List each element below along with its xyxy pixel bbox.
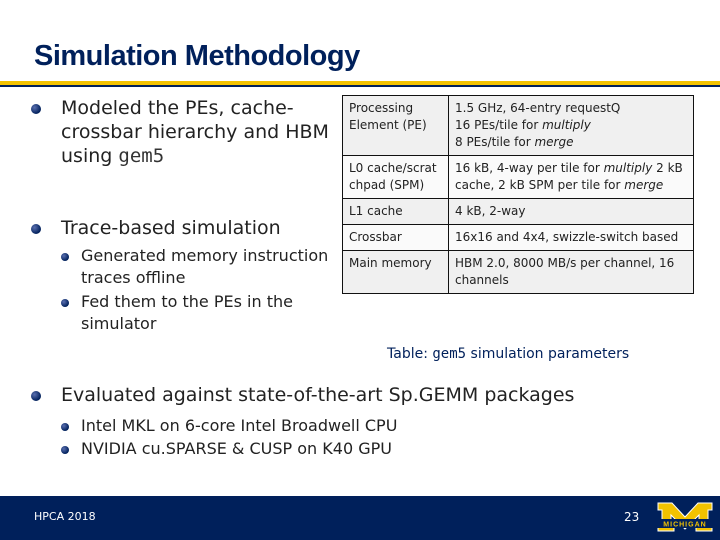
bullet-icon <box>31 224 41 234</box>
sub-bullet-fed: Fed them to the PEs in the simulator <box>81 292 293 333</box>
bullet-modeled <box>61 96 331 168</box>
title-underline <box>0 85 720 87</box>
bullet-modeled-text: Modeled the PEs, cache-crossbar hierarchy and HBM using <box>61 97 329 167</box>
michigan-logo <box>654 500 716 536</box>
table-row <box>343 156 694 199</box>
bullet-trace: Trace-based simulation <box>61 217 281 239</box>
table-row <box>343 251 694 294</box>
sub-bullet-icon <box>61 446 69 454</box>
table-row <box>343 199 694 225</box>
param-name: Crossbar <box>343 225 449 251</box>
param-value-line: 2 kB cache, 2 kB SPM per tile for <box>455 161 683 192</box>
bullet-icon <box>31 391 41 401</box>
table-caption <box>387 346 629 362</box>
footer-bar <box>0 496 720 540</box>
param-name: L1 cache <box>343 199 449 225</box>
param-value <box>449 96 694 156</box>
table-row <box>343 225 694 251</box>
bullet-evaluated: Evaluated against state-of-the-art Sp.GEMM packages <box>61 384 575 406</box>
sub-bullet-generated: Generated memory instruction traces offline <box>81 246 329 287</box>
param-value-emph: multiply <box>603 161 653 175</box>
param-value: 4 kB, 2-way <box>449 199 694 225</box>
slide-title: Simulation Methodology <box>34 40 360 72</box>
param-value: HBM 2.0, 8000 MB/s per channel, 16 channels <box>449 251 694 294</box>
param-value-emph: multiply <box>542 118 591 132</box>
table-row <box>343 96 694 156</box>
logo-text: MICHIGAN <box>663 521 707 529</box>
simulation-parameters-table <box>342 95 694 294</box>
sub-bullet-icon <box>61 299 69 307</box>
sub-bullet-nvidia: NVIDIA cu.SPARSE & CUSP on K40 GPU <box>81 439 392 458</box>
param-value-emph: merge <box>624 178 664 192</box>
param-value-line: 16 PEs/tile for <box>455 118 543 132</box>
conference-label: HPCA 2018 <box>34 510 96 523</box>
param-value <box>449 156 694 199</box>
param-name: Main memory <box>343 251 449 294</box>
param-name: L0 cache/scratchpad (SPM) <box>343 156 449 199</box>
caption-code: gem5 <box>432 346 467 362</box>
sub-bullet-mkl: Intel MKL on 6-core Intel Broadwell CPU <box>81 416 398 435</box>
param-name: Processing Element (PE) <box>343 96 449 156</box>
bullet-icon <box>31 104 41 114</box>
sub-bullet-icon <box>61 423 69 431</box>
caption-prefix: Table: <box>387 346 433 362</box>
param-value: 16x16 and 4x4, swizzle-switch based <box>449 225 694 251</box>
param-value-emph: merge <box>534 135 574 149</box>
param-value-line: 1.5 GHz, 64-entry requestQ <box>455 101 621 115</box>
caption-suffix: simulation parameters <box>466 346 630 362</box>
param-value-line: 8 PEs/tile for <box>455 135 535 149</box>
param-value-line: 16 kB, 4-way per tile for <box>455 161 604 175</box>
code-gem5: gem5 <box>118 145 165 167</box>
page-number: 23 <box>624 510 640 524</box>
sub-bullet-icon <box>61 253 69 261</box>
